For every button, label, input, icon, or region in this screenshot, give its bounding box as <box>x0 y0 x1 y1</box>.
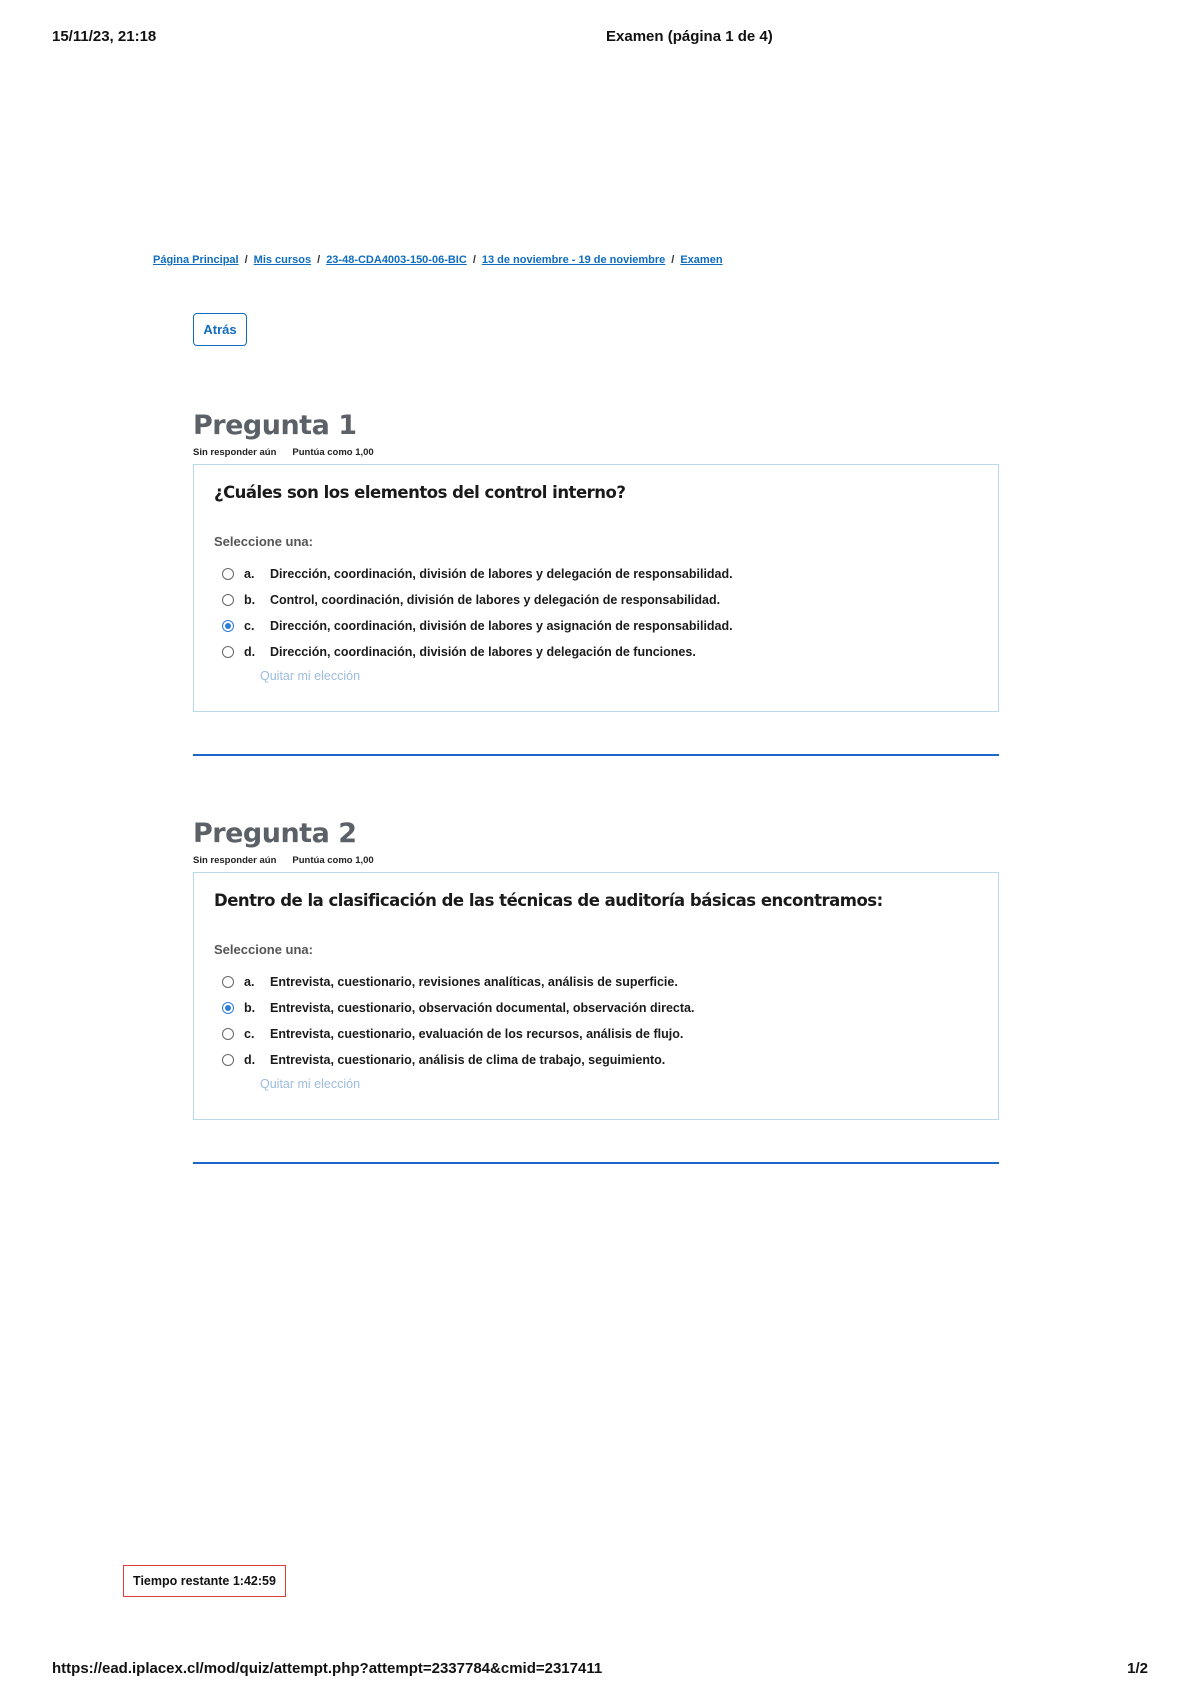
question-divider <box>193 754 999 756</box>
answer-option-c[interactable] <box>214 613 978 639</box>
answer-letter: c. <box>244 619 255 633</box>
answer-text: Dirección, coordinación, división de labores y delegación de funciones. <box>270 645 696 659</box>
question-title: Pregunta 2 <box>193 818 357 849</box>
breadcrumb-course[interactable]: 23-48-CDA4003-150-06-BIC <box>326 254 467 266</box>
answer-option-b[interactable] <box>214 587 978 613</box>
radio-button[interactable] <box>222 976 234 988</box>
question-text: ¿Cuáles son los elementos del control interno? <box>214 483 626 502</box>
answer-letter: d. <box>244 645 256 659</box>
question-info <box>193 447 999 459</box>
answer-text: Dirección, coordinación, división de labores y asignación de responsabilidad. <box>270 619 733 633</box>
print-page-number: 1/2 <box>1127 1660 1148 1677</box>
back-button[interactable]: Atrás <box>193 313 247 346</box>
print-footer <box>52 1660 1148 1684</box>
answer-letter: a. <box>244 975 255 989</box>
clear-choice-link[interactable]: Quitar mi elección <box>260 1077 361 1091</box>
answer-text: Dirección, coordinación, división de labores y delegación de responsabilidad. <box>270 567 733 581</box>
print-datetime: 15/11/23, 21:18 <box>52 28 157 45</box>
answer-option-c[interactable] <box>214 1021 978 1047</box>
answer-option-d[interactable] <box>214 639 978 665</box>
breadcrumb-separator: / <box>244 254 248 266</box>
answer-letter: c. <box>244 1027 255 1041</box>
question-points: Puntúa como 1,00 <box>292 855 374 866</box>
breadcrumb-my-courses[interactable]: Mis cursos <box>253 254 312 266</box>
print-header <box>52 28 1148 52</box>
answer-letter: d. <box>244 1053 256 1067</box>
question-status: Sin responder aún <box>193 855 277 866</box>
answer-option-a[interactable] <box>214 969 978 995</box>
breadcrumb-week[interactable]: 13 de noviembre - 19 de noviembre <box>481 254 666 266</box>
radio-button[interactable] <box>222 594 234 606</box>
breadcrumb <box>153 254 723 266</box>
clear-choice-link[interactable]: Quitar mi elección <box>260 669 361 683</box>
question-status: Sin responder aún <box>193 447 277 458</box>
print-url: https://ead.iplacex.cl/mod/quiz/attempt.php?attempt=2337784&cmid=2317411 <box>52 1660 603 1677</box>
answer-text: Entrevista, cuestionario, análisis de clima de trabajo, seguimiento. <box>270 1053 666 1067</box>
radio-button[interactable] <box>222 1054 234 1066</box>
question-divider <box>193 1162 999 1164</box>
radio-button[interactable] <box>222 646 234 658</box>
answer-letter: b. <box>244 593 256 607</box>
radio-button[interactable] <box>222 568 234 580</box>
question-1 <box>193 410 999 712</box>
answer-prompt: Seleccione una: <box>214 534 313 549</box>
answer-prompt: Seleccione una: <box>214 942 313 957</box>
radio-button-selected[interactable] <box>222 620 234 632</box>
answer-letter: a. <box>244 567 255 581</box>
question-card <box>193 872 999 1120</box>
breadcrumb-separator: / <box>671 254 675 266</box>
radio-button[interactable] <box>222 1028 234 1040</box>
answer-option-d[interactable] <box>214 1047 978 1073</box>
answer-text: Control, coordinación, división de labores y delegación de responsabilidad. <box>270 593 721 607</box>
answer-text: Entrevista, cuestionario, revisiones analíticas, análisis de superficie. <box>270 975 678 989</box>
answer-option-a[interactable] <box>214 561 978 587</box>
question-title: Pregunta 1 <box>193 410 357 441</box>
question-info <box>193 855 999 867</box>
breadcrumb-exam[interactable]: Examen <box>680 254 723 266</box>
answer-option-b[interactable] <box>214 995 978 1021</box>
question-text: Dentro de la clasificación de las técnicas de auditoría básicas encontramos: <box>214 891 883 910</box>
answer-list <box>214 561 978 665</box>
breadcrumb-separator: / <box>317 254 321 266</box>
question-points: Puntúa como 1,00 <box>292 447 374 458</box>
answer-list <box>214 969 978 1073</box>
time-remaining: Tiempo restante 1:42:59 <box>123 1565 286 1597</box>
question-card <box>193 464 999 712</box>
answer-letter: b. <box>244 1001 256 1015</box>
answer-text: Entrevista, cuestionario, observación documental, observación directa. <box>270 1001 695 1015</box>
radio-button-selected[interactable] <box>222 1002 234 1014</box>
question-2 <box>193 818 999 1120</box>
breadcrumb-separator: / <box>472 254 476 266</box>
print-title: Examen (página 1 de 4) <box>606 28 773 45</box>
answer-text: Entrevista, cuestionario, evaluación de los recursos, análisis de flujo. <box>270 1027 684 1041</box>
breadcrumb-home[interactable]: Página Principal <box>153 254 239 266</box>
